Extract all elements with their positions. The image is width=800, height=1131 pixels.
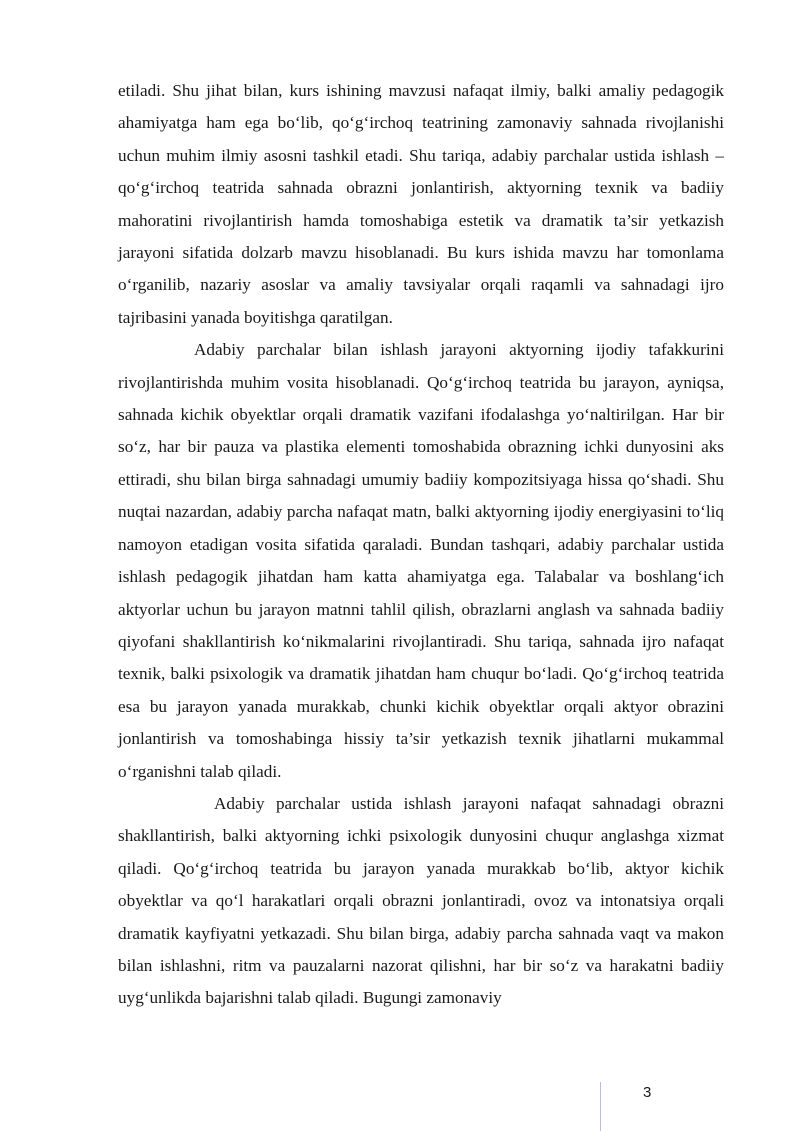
footer-divider bbox=[600, 1082, 601, 1131]
paragraph-2: Adabiy parchalar bilan ishlash jarayoni aktyorning ijodiy tafakkurini rivojlantirishda muhim vosita hisoblanadi. Qo‘g‘irchoq teatrida bu jarayon, ayniqsa, sahnada kichik obyektlar orqali dramatik vazifani ifodalashga yo‘naltirilgan. Har bir so‘z, har bir pauza va plastika elementi tomoshabida obrazning ichki dunyosini aks ettiradi, shu bilan birga sahnadagi umumiy badiiy kompozitsiyaga hissa qo‘shadi. Shu nuqtai nazardan, adabiy parcha nafaqat matn, balki aktyorning ijodiy energiyasini to‘liq namoyon etadigan vosita sifatida qaraladi. Bundan tashqari, adabiy parchalar ustida ishlash pedagogik jihatdan ham katta ahamiyatga ega. Talabalar va boshlang‘ich aktyorlar uchun bu jarayon matnni tahlil qilish, obrazlarni anglash va sahnada badiiy qiyofani shakllantirish ko‘nikmalarini rivojlantiradi. Shu tariqa, sahnada ijro nafaqat texnik, balki psixologik va dramatik jihatdan ham chuqur bo‘ladi. Qo‘g‘irchoq teatrida esa bu jarayon yanada murakkab, chunki kichik obyektlar orqali aktyor obrazini jonlantirish va tomoshabinga hissiy ta’sir yetkazish texnik jihatlarni mukammal o‘rganishni talab qiladi. bbox=[118, 340, 724, 781]
page-number: 3 bbox=[643, 1084, 652, 1101]
paragraph-3: Adabiy parchalar ustida ishlash jarayoni nafaqat sahnadagi obrazni shakllantirish, balki aktyorning ichki psixologik dunyosini chuqur anglashga xizmat qiladi. Qo‘g‘irchoq teatrida bu jarayon yanada murakkab bo‘lib, aktyor kichik obyektlar va qo‘l harakatlari orqali obrazni jonlantiradi, ovoz va intonatsiya orqali dramatik kayfiyatni yetkazadi. Shu bilan birga, adabiy parcha sahnada vaqt va makon bilan ishlashni, ritm va pauzalarni nazorat qilishni, har bir so‘z va harakatni badiiy uyg‘unlikda bajarishni talab qiladi. Bugungi zamonaviy bbox=[118, 793, 724, 1008]
body-text bbox=[118, 75, 724, 1015]
paragraph-1: etiladi. Shu jihat bilan, kurs ishining mavzusi nafaqat ilmiy, balki amaliy pedagogik ahamiyatga ham ega bo‘lib, qo‘g‘irchoq teatrining zamonaviy sahnada rivojlanishi uchun muhim ilmiy asosni tashkil etadi. Shu tariqa, adabiy parchalar ustida ishlash – qo‘g‘irchoq teatrida sahnada obrazni jonlantirish, aktyorning texnik va badiiy mahoratini rivojlantirish hamda tomoshabiga estetik va dramatik ta’sir yetkazish jarayoni sifatida dolzarb mavzu hisoblanadi. Bu kurs ishida mavzu har tomonlama o‘rganilib, nazariy asoslar va amaliy tavsiyalar orqali raqamli va sahnadagi ijro tajribasini yanada boyitishga qaratilgan. bbox=[118, 81, 724, 327]
